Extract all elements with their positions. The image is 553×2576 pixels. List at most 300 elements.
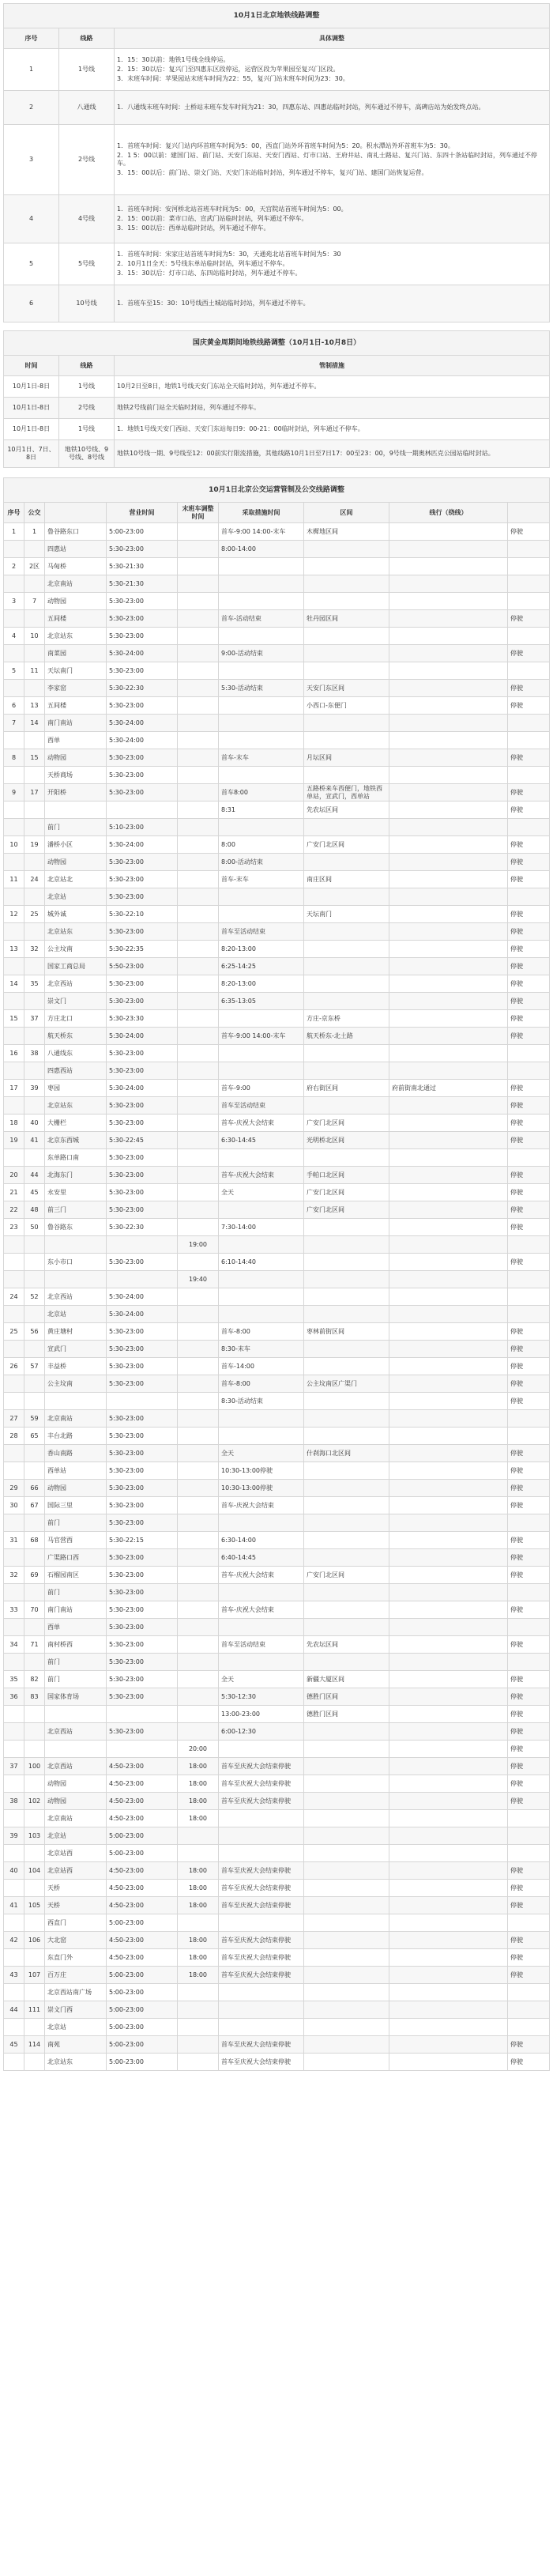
- terminal-stop: 北京站北: [45, 871, 107, 888]
- row-number: 13: [4, 941, 24, 958]
- adjustment-item: 2．15：00以前：菜市口站、宣武门站临时封站，列车通过不停车。: [117, 215, 308, 222]
- service-hours: 5:30-23:00: [107, 1167, 178, 1184]
- status: [508, 1827, 550, 1845]
- section: 小西口-东便门: [304, 697, 389, 715]
- section: 新疆大厦区间: [304, 1671, 389, 1688]
- detour: [389, 1149, 508, 1167]
- bus-route: [24, 1654, 45, 1671]
- terminal-stop: 崇文门西: [45, 2001, 107, 2019]
- detour: [389, 1862, 508, 1880]
- bus-route: [24, 1706, 45, 1723]
- section: [304, 2001, 389, 2019]
- row-number: [4, 801, 24, 819]
- last-bus-adjust: 18:00: [178, 1793, 219, 1810]
- status: [508, 1428, 550, 1445]
- row-number: [4, 958, 24, 975]
- bus-route: 83: [24, 1688, 45, 1706]
- row-number: [4, 923, 24, 941]
- terminal-stop: 南菜园: [45, 645, 107, 662]
- adjustment-item: 2．1 5：00以前：建国门站、前门站、天安门东站、天安门西站、灯市口站、王府井站、南礼士路站、复兴门站、东四十条站临时封站，列车通过不停车。: [117, 152, 537, 167]
- row-number: 9: [4, 784, 24, 801]
- status: 停驶: [508, 2054, 550, 2071]
- table-row: [4, 1862, 550, 1880]
- table-row: [4, 1167, 550, 1184]
- row-number: 11: [4, 871, 24, 888]
- row-number: 3: [4, 593, 24, 610]
- status: 停驶: [508, 1358, 550, 1375]
- row-number: [4, 1775, 24, 1793]
- table-row: [4, 1132, 550, 1149]
- service-hours: 5:30-23:00: [107, 662, 178, 680]
- detour: [389, 854, 508, 871]
- bus-route: 106: [24, 1932, 45, 1949]
- terminal-stop: 前门: [45, 819, 107, 836]
- detour: [389, 1932, 508, 1949]
- row-number: [4, 645, 24, 662]
- last-bus-adjust: [178, 1219, 219, 1236]
- detour: [389, 610, 508, 628]
- service-hours: 5:30-23:00: [107, 767, 178, 784]
- detour: [389, 941, 508, 958]
- section: 什刹海口北区间: [304, 1445, 389, 1462]
- section: [304, 993, 389, 1010]
- bus-route: 103: [24, 1827, 45, 1845]
- table-title: 10月1日北京地铁线路调整: [4, 4, 550, 28]
- bus-route: 66: [24, 1480, 45, 1497]
- row-number: 24: [4, 1288, 24, 1306]
- detour: [389, 749, 508, 767]
- service-hours: 4:50-23:00: [107, 1932, 178, 1949]
- row-number: 45: [4, 2036, 24, 2054]
- row-number: [4, 680, 24, 697]
- status: [508, 1845, 550, 1862]
- detour: [389, 1393, 508, 1410]
- table-row: [4, 1723, 550, 1741]
- measure-time: 首车至庆祝大会结束停驶: [219, 1967, 304, 1984]
- section: [304, 1654, 389, 1671]
- status: 停驶: [508, 1688, 550, 1706]
- measure-time: [219, 575, 304, 593]
- table-row: [4, 628, 550, 645]
- last-bus-adjust: [178, 1445, 219, 1462]
- detour: [389, 1723, 508, 1741]
- measure-time: 8:00: [219, 836, 304, 854]
- table-row: [4, 819, 550, 836]
- bus-route: [24, 1236, 45, 1254]
- bus-route: [24, 1514, 45, 1532]
- measure-time: 首车-活动结束: [219, 610, 304, 628]
- last-bus-adjust: [178, 854, 219, 871]
- terminal-stop: 北京站: [45, 888, 107, 906]
- detour: [389, 1775, 508, 1793]
- row-number: 4: [4, 628, 24, 645]
- service-hours: 5:30-23:00: [107, 628, 178, 645]
- terminal-stop: 前门: [45, 1514, 107, 1532]
- section: [304, 541, 389, 558]
- last-bus-adjust: [178, 732, 219, 749]
- measure-time: [219, 1827, 304, 1845]
- metro-line: 八通线: [59, 91, 115, 125]
- terminal-stop: 东单路口南: [45, 1149, 107, 1167]
- table-row: [4, 1793, 550, 1810]
- bus-route: 15: [24, 749, 45, 767]
- table-row: [4, 1010, 550, 1028]
- detour: [389, 1514, 508, 1532]
- table-row: [4, 1549, 550, 1567]
- table-row: [4, 1532, 550, 1549]
- table-row: [4, 1271, 550, 1288]
- bus-route: 10: [24, 628, 45, 645]
- status: 停驶: [508, 1497, 550, 1514]
- service-hours: 5:30-24:00: [107, 645, 178, 662]
- service-hours: 5:30-22:10: [107, 906, 178, 923]
- row-number: 43: [4, 1967, 24, 1984]
- terminal-stop: 前门: [45, 1654, 107, 1671]
- col-header: 管制措施: [115, 356, 550, 376]
- row-number: 8: [4, 749, 24, 767]
- bus-route: [24, 1741, 45, 1758]
- adjustment-item: 1．15：30以前：地铁1号线全线停运。: [117, 56, 230, 63]
- measure-time: 首车至庆祝大会结束停驶: [219, 1862, 304, 1880]
- detour: [389, 1949, 508, 1967]
- last-bus-adjust: 18:00: [178, 1880, 219, 1897]
- bus-route: [24, 993, 45, 1010]
- detour: [389, 1741, 508, 1758]
- detour: [389, 1706, 508, 1723]
- row-number: [4, 732, 24, 749]
- row-number: 44: [4, 2001, 24, 2019]
- measure-time: 首车至庆祝大会结束停驶: [219, 1775, 304, 1793]
- row-number: 38: [4, 1793, 24, 1810]
- service-hours: 5:30-23:00: [107, 541, 178, 558]
- section: [304, 1428, 389, 1445]
- table-row: [4, 1914, 550, 1932]
- service-hours: 5:30-23:00: [107, 1462, 178, 1480]
- terminal-stop: 西直门: [45, 1914, 107, 1932]
- detour: 府前街南北通过: [389, 1080, 508, 1097]
- measure-time: [219, 2001, 304, 2019]
- detour: [389, 1654, 508, 1671]
- detour: [389, 1619, 508, 1636]
- status: 停驶: [508, 749, 550, 767]
- row-number: [4, 1514, 24, 1532]
- table-row: [4, 1288, 550, 1306]
- terminal-stop: 航天桥东: [45, 1028, 107, 1045]
- section: [304, 1549, 389, 1567]
- measure-time: 首车至活动结束: [219, 1636, 304, 1654]
- measure-time: [219, 906, 304, 923]
- metro-line: 2号线: [59, 398, 115, 419]
- service-hours: 5:30-23:00: [107, 1514, 178, 1532]
- last-bus-adjust: [178, 819, 219, 836]
- last-bus-adjust: [178, 1654, 219, 1671]
- detour: [389, 923, 508, 941]
- section: 光明桥北区间: [304, 1132, 389, 1149]
- last-bus-adjust: [178, 1375, 219, 1393]
- detour: [389, 819, 508, 836]
- service-hours: 5:30-24:00: [107, 1288, 178, 1306]
- section: [304, 767, 389, 784]
- bus-route: 70: [24, 1601, 45, 1619]
- service-hours: 5:30-23:00: [107, 1045, 178, 1062]
- terminal-stop: 国家体育场: [45, 1688, 107, 1706]
- detour: [389, 1532, 508, 1549]
- measure-time: 首车-庆祝大会结束: [219, 1497, 304, 1514]
- terminal-stop: 开阳桥: [45, 784, 107, 801]
- last-bus-adjust: [178, 871, 219, 888]
- table-row: [4, 49, 550, 91]
- table-row: [4, 749, 550, 767]
- service-hours: 5:30-22:45: [107, 1132, 178, 1149]
- table-row: [4, 1741, 550, 1758]
- status: 停驶: [508, 941, 550, 958]
- terminal-stop: 北京站: [45, 1827, 107, 1845]
- status: 停驶: [508, 836, 550, 854]
- status: 停驶: [508, 1028, 550, 1045]
- status: [508, 1410, 550, 1428]
- table-row: [4, 680, 550, 697]
- measure-time: [219, 1845, 304, 1862]
- col-header: 采取措施时间: [219, 503, 304, 523]
- detour: [389, 593, 508, 610]
- measure-time: 首车至庆祝大会结束停驶: [219, 1932, 304, 1949]
- measure-time: 首车-8:00: [219, 1375, 304, 1393]
- bus-route: 52: [24, 1288, 45, 1306]
- last-bus-adjust: 20:00: [178, 1741, 219, 1758]
- row-number: [4, 1445, 24, 1462]
- status: 停驶: [508, 1723, 550, 1741]
- last-bus-adjust: [178, 836, 219, 854]
- table-row: [4, 285, 550, 322]
- terminal-stop: 北京站: [45, 1306, 107, 1323]
- status: 停驶: [508, 1862, 550, 1880]
- status: [508, 1306, 550, 1323]
- detour: [389, 575, 508, 593]
- last-bus-adjust: [178, 1132, 219, 1149]
- last-bus-adjust: 18:00: [178, 1949, 219, 1967]
- row-number: [4, 1149, 24, 1167]
- status: 停驶: [508, 523, 550, 541]
- status: [508, 1914, 550, 1932]
- terminal-stop: 北京东西城: [45, 1132, 107, 1149]
- measure-time: 首车至庆祝大会结束停驶: [219, 1793, 304, 1810]
- detour: [389, 523, 508, 541]
- last-bus-adjust: [178, 1045, 219, 1062]
- terminal-stop: 西单站: [45, 1462, 107, 1480]
- last-bus-adjust: [178, 1497, 219, 1514]
- adjustment-item: 2．15：30以后：复兴门至四惠东区段停运，运营区段为苹果园至复兴门区段。: [117, 66, 340, 73]
- detour: [389, 993, 508, 1010]
- detour: [389, 2001, 508, 2019]
- last-bus-adjust: [178, 2036, 219, 2054]
- table-row: [4, 801, 550, 819]
- last-bus-adjust: [178, 541, 219, 558]
- section: 枣林前街区间: [304, 1323, 389, 1341]
- terminal-stop: [45, 1393, 107, 1410]
- detour: [389, 1567, 508, 1584]
- table-row: [4, 1984, 550, 2001]
- last-bus-adjust: [178, 1167, 219, 1184]
- table-title: 国庆黄金周期间地铁线路调整（10月1日-10月8日）: [4, 331, 550, 356]
- last-bus-adjust: [178, 1706, 219, 1723]
- table-row: [4, 558, 550, 575]
- table-row: [4, 767, 550, 784]
- bus-route: [24, 1271, 45, 1288]
- measure-time: [219, 1584, 304, 1601]
- last-bus-adjust: [178, 1288, 219, 1306]
- table-row: [4, 2054, 550, 2071]
- section: [304, 1880, 389, 1897]
- table-row: [4, 975, 550, 993]
- row-number: 3: [4, 125, 59, 195]
- measure-time: 8:30-末车: [219, 1341, 304, 1358]
- detour: [389, 767, 508, 784]
- measure-time: 9:00-活动结束: [219, 645, 304, 662]
- terminal-stop: 四惠站: [45, 541, 107, 558]
- status: [508, 558, 550, 575]
- status: [508, 593, 550, 610]
- last-bus-adjust: [178, 993, 219, 1010]
- measure-time: 6:10-14:40: [219, 1254, 304, 1271]
- measure-time: 8:20-13:00: [219, 941, 304, 958]
- bus-route: 107: [24, 1967, 45, 1984]
- detour: [389, 1358, 508, 1375]
- table-row: [4, 91, 550, 125]
- service-hours: 5:10-23:00: [107, 819, 178, 836]
- table-row: [4, 1688, 550, 1706]
- bus-route: [24, 645, 45, 662]
- detour: [389, 1219, 508, 1236]
- measure-time: 首车至庆祝大会结束停驶: [219, 1880, 304, 1897]
- section: [304, 1897, 389, 1914]
- service-hours: 5:30-23:00: [107, 1428, 178, 1445]
- measure-time: 首车-庆祝大会结束: [219, 1601, 304, 1619]
- measure-time: [219, 1149, 304, 1167]
- status: [508, 1654, 550, 1671]
- service-hours: 5:30-23:00: [107, 923, 178, 941]
- last-bus-adjust: [178, 610, 219, 628]
- row-number: 1: [4, 523, 24, 541]
- terminal-stop: 百万庄: [45, 1967, 107, 1984]
- measure-time: 全天: [219, 1671, 304, 1688]
- adjustment-item: 1．首班车至15：30：10号线西土城站临时封站，列车通过不停车。: [117, 300, 310, 307]
- terminal-stop: 天坛南门: [45, 662, 107, 680]
- table-row: [4, 2036, 550, 2054]
- detour: [389, 558, 508, 575]
- measure-time: 5:30-12:30: [219, 1688, 304, 1706]
- terminal-stop: 北京南站: [45, 1810, 107, 1827]
- section: 广安门北区间: [304, 1567, 389, 1584]
- detour: [389, 1984, 508, 2001]
- service-hours: 5:30-23:00: [107, 1584, 178, 1601]
- terminal-stop: 南门南站: [45, 715, 107, 732]
- row-number: 22: [4, 1201, 24, 1219]
- bus-route: 41: [24, 1132, 45, 1149]
- row-number: [4, 1810, 24, 1827]
- row-number: 42: [4, 1932, 24, 1949]
- row-number: [4, 1845, 24, 1862]
- section: 牡丹园区间: [304, 610, 389, 628]
- service-hours: 5:30-23:00: [107, 1671, 178, 1688]
- service-hours: 5:00-23:00: [107, 1984, 178, 2001]
- last-bus-adjust: [178, 1080, 219, 1097]
- last-bus-adjust: [178, 1010, 219, 1028]
- detour: [389, 1410, 508, 1428]
- status: 停驶: [508, 1967, 550, 1984]
- detour: [389, 1184, 508, 1201]
- table-row: [4, 871, 550, 888]
- last-bus-adjust: [178, 941, 219, 958]
- status: [508, 888, 550, 906]
- terminal-stop: 鲁谷路东口: [45, 523, 107, 541]
- measure-time: 首车-9:00 14:00-末车: [219, 523, 304, 541]
- last-bus-adjust: [178, 680, 219, 697]
- bus-route: [24, 1810, 45, 1827]
- service-hours: 5:30-23:00: [107, 1445, 178, 1462]
- last-bus-adjust: [178, 923, 219, 941]
- last-bus-adjust: [178, 1549, 219, 1567]
- status: [508, 1288, 550, 1306]
- section: 月坛区间: [304, 749, 389, 767]
- row-number: [4, 1584, 24, 1601]
- adjustment-item: 1．八通线末班车时间：土桥站末班车发车时间为21：30，四惠东站、四惠站临时封站，列车通过不停车，高碑店站为始发终点站。: [117, 104, 485, 111]
- detour: [389, 1636, 508, 1654]
- row-number: 15: [4, 1010, 24, 1028]
- terminal-stop: 方庄北口: [45, 1010, 107, 1028]
- detour: [389, 1601, 508, 1619]
- col-header: 线行（绕线）: [389, 503, 508, 523]
- service-hours: 5:30-23:00: [107, 993, 178, 1010]
- adjustment-item: 3．15：00以后：前门站、崇文门站、天安门东站临时封站，列车通过不停车，复兴门站、建国门站恢复运营。: [117, 169, 428, 176]
- section: [304, 593, 389, 610]
- bus-route: 82: [24, 1671, 45, 1688]
- measure-time: 5:30-活动结束: [219, 680, 304, 697]
- table-row: [4, 1236, 550, 1254]
- detour: [389, 1062, 508, 1080]
- measure-time: [219, 1984, 304, 2001]
- terminal-stop: 动物园: [45, 1793, 107, 1810]
- table-row: [4, 398, 550, 419]
- section: [304, 1793, 389, 1810]
- status: [508, 1149, 550, 1167]
- last-bus-adjust: 18:00: [178, 1967, 219, 1984]
- last-bus-adjust: [178, 1462, 219, 1480]
- metro-line: 10号线: [59, 285, 115, 322]
- terminal-stop: 南村桥西: [45, 1636, 107, 1654]
- terminal-stop: 枣园: [45, 1080, 107, 1097]
- detour: [389, 1428, 508, 1445]
- terminal-stop: 北京站东: [45, 2054, 107, 2071]
- terminal-stop: 动物园: [45, 1775, 107, 1793]
- row-number: [4, 1028, 24, 1045]
- section: [304, 1271, 389, 1288]
- detour: [389, 1010, 508, 1028]
- status: [508, 1062, 550, 1080]
- table-row: [4, 1810, 550, 1827]
- last-bus-adjust: 19:00: [178, 1236, 219, 1254]
- section: [304, 1288, 389, 1306]
- bus-route: 105: [24, 1897, 45, 1914]
- service-hours: 4:50-23:00: [107, 1897, 178, 1914]
- measure-time: [219, 715, 304, 732]
- detour: [389, 628, 508, 645]
- row-number: 20: [4, 1167, 24, 1184]
- section: [304, 888, 389, 906]
- detour: [389, 541, 508, 558]
- service-hours: 5:30-23:00: [107, 888, 178, 906]
- detour: [389, 1462, 508, 1480]
- bus-route: [24, 1619, 45, 1636]
